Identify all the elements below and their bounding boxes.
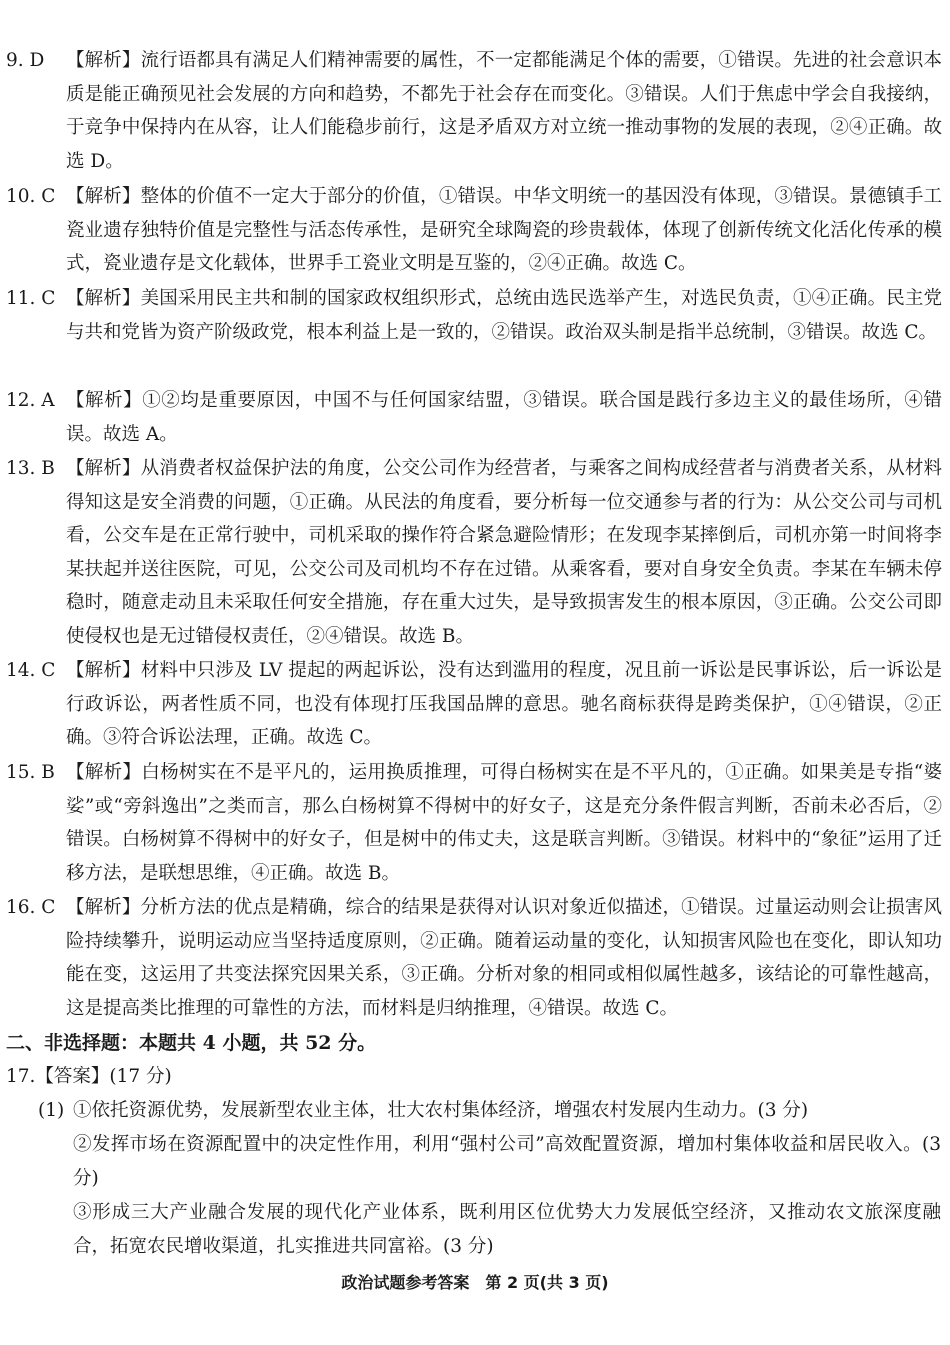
item-explanation: 【解析】白杨树实在不是平凡的，运用换质推理，可得白杨树实在是不平凡的，①正确。如果美是专指“婆娑”或“旁斜逸出”之类而言，那么白杨树算不得树中的好女子，这是充分条件假言判断，否前未必否后，②错误。白杨树算不得树中的好女子，但是树中的伟丈夫，这是联言判断。③错误。材料中的“象征”运用了迁移方法，是联想思维，④正确。故选 B。 — [66, 762, 942, 884]
answer-point-3: ③形成三大产业融合发展的现代化产业体系，既利用区位优势大力发展低空经济，又推动农文旅深度融合，拓宽农民增收渠道，扎实推进共同富裕。(3 分) — [73, 1202, 941, 1257]
item-explanation: 【解析】①②均是重要原因，中国不与任何国家结盟，③错误。联合国是践行多边主义的最佳场所，④错误。故选 A。 — [66, 390, 942, 445]
answer-point-2: ②发挥市场在资源配置中的决定性作用，利用“强村公司”高效配置资源，增加村集体收益和居民收入。(3 分) — [73, 1134, 941, 1189]
answer-item-13 — [6, 452, 942, 653]
page-footer: 政治试题参考答案 第 2 页(共 3 页) — [341, 1273, 609, 1292]
item-explanation: 【解析】材料中只涉及 LV 提起的两起诉讼，没有达到滥用的程度，况且前一诉讼是民事诉讼，后一诉讼是行政诉讼，两者性质不同，也没有体现打压我国品牌的意思。驰名商标获得是跨类保护，①④错误，②正确。③符合诉讼法理，正确。故选 C。 — [66, 660, 942, 748]
answer-item-10 — [6, 180, 942, 281]
item-explanation: 【解析】整体的价值不一定大于部分的价值，①错误。中华文明统一的基因没有体现，③错误。景德镇手工瓷业遗存独特价值是完整性与活态传承性，是研究全球陶瓷的珍贵载体，体现了创新传统文化活化传承的模式，瓷业遗存是文化载体，世界手工瓷业文明是互鉴的，②④正确。故选 C。 — [66, 186, 942, 274]
part-number: (1) — [38, 1100, 65, 1121]
item-number: 10. C — [6, 186, 56, 207]
item-number: 16. C — [6, 897, 56, 918]
item-explanation: 【解析】从消费者权益保护法的角度，公交公司作为经营者，与乘客之间构成经营者与消费者关系，从材料得知这是安全消费的问题，①正确。从民法的角度看，要分析每一位交通参与者的行为：从公交公司与司机看，公交车是在正常行驶中，司机采取的操作符合紧急避险情形；在发现李某摔倒后，司机亦第一时间将李某扶起并送往医院，可见，公交公司及司机均不存在过错。从乘客看，要对自身安全负责。李某在车辆未停稳时，随意走动且未采取任何安全措施，存在重大过失，是导致损害发生的根本原因，③正确。公交公司即使侵权也是无过错侵权责任，②④错误。故选 B。 — [66, 458, 942, 647]
answer-item-12 — [6, 384, 942, 451]
answer-item-9 — [6, 44, 942, 178]
item-number: 14. C — [6, 660, 56, 681]
answer-item-14 — [6, 654, 942, 755]
item-number: 9. D — [6, 50, 45, 71]
item-explanation: 【解析】美国采用民主共和制的国家政权组织形式，总统由选民选举产生，对选民负责，①④正确。民主党与共和党皆为资产阶级政党，根本利益上是一致的，②错误。政治双头制是指半总统制，③错误。故选 C。 — [66, 288, 942, 343]
question-17-label: 17.【答案】(17 分) — [6, 1066, 172, 1087]
answer-item-11 — [6, 282, 942, 349]
item-number: 15. B — [6, 762, 55, 783]
section-heading: 二、非选择题：本题共 4 小题，共 52 分。 — [6, 1032, 377, 1054]
answer-item-16 — [6, 891, 942, 1025]
item-explanation: 【解析】分析方法的优点是精确，综合的结果是获得对认识对象近似描述，①错误。过量运动则会让损害风险持续攀升，说明运动应当坚持适度原则，②正确。随着运动量的变化，认知损害风险也在变化，即认知功能在变，这运用了共变法探究因果关系，③正确。分析对象的相同或相似属性越多，该结论的可靠性越高，这是提高类比推理的可靠性的方法，而材料是归纳推理，④错误。故选 C。 — [66, 897, 942, 1019]
answer-item-15 — [6, 756, 942, 890]
answer-point-1: ①依托资源优势，发展新型农业主体，壮大农村集体经济，增强农村发展内生动力。(3 分) — [73, 1100, 809, 1121]
item-number: 12. A — [6, 390, 55, 411]
item-number: 13. B — [6, 458, 55, 479]
item-number: 11. C — [6, 288, 56, 309]
item-explanation: 【解析】流行语都具有满足人们精神需要的属性，不一定都能满足个体的需要，①错误。先进的社会意识本质是能正确预见社会发展的方向和趋势，不都先于社会存在而变化。③错误。人们于焦虑中学会自我接纳，于竞争中保持内在从容，让人们能稳步前行，这是矛盾双方对立统一推动事物的发展的表现，②④正确。故选 D。 — [66, 50, 942, 172]
